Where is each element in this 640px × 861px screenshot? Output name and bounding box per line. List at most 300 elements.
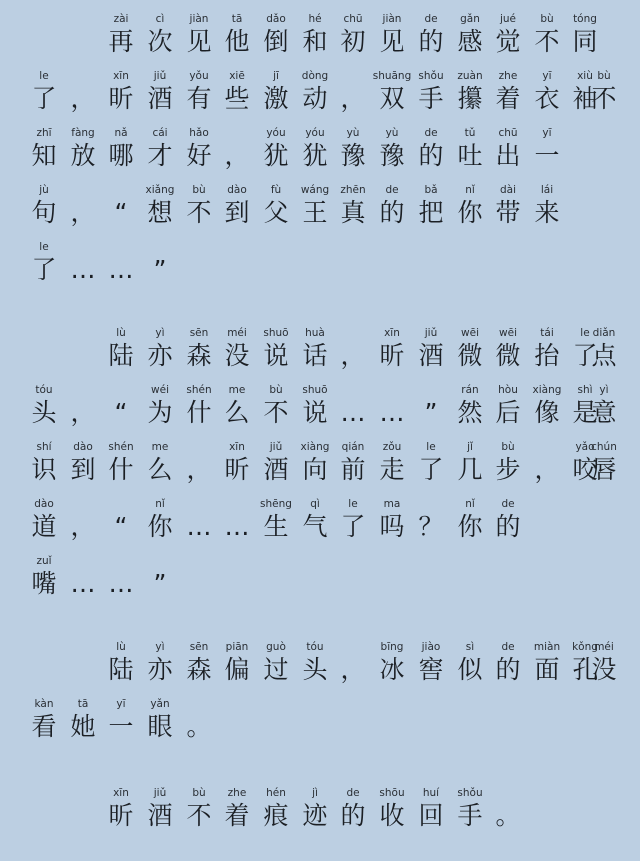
- char-cell: [563, 12, 607, 70]
- pinyin: shén: [108, 441, 134, 453]
- hanzi: 了: [31, 255, 57, 284]
- char-cell: [370, 497, 414, 555]
- hanzi: 不: [186, 801, 212, 830]
- pinyin: lù: [116, 327, 126, 339]
- hanzi: 陆: [108, 341, 134, 370]
- pinyin: yǎn: [150, 698, 170, 710]
- pinyin: shǒu: [418, 70, 444, 82]
- hanzi: 气: [302, 512, 328, 541]
- hanzi: 了: [572, 341, 598, 370]
- pinyin: méi: [227, 327, 247, 339]
- pinyin: shǒu: [457, 787, 483, 799]
- pinyin: xīn: [229, 441, 245, 453]
- pinyin: diǎn: [592, 327, 616, 339]
- pinyin: huí: [422, 787, 440, 799]
- hanzi: 后: [495, 398, 521, 427]
- hanzi: …: [70, 255, 96, 284]
- char-cell: [138, 554, 182, 612]
- hanzi: 吐: [457, 141, 483, 170]
- hanzi: 次: [147, 27, 173, 56]
- hanzi: 抬: [534, 341, 560, 370]
- pinyin: kàn: [34, 698, 54, 710]
- hanzi: 前: [340, 455, 366, 484]
- hanzi: 识: [31, 455, 57, 484]
- hanzi: 和: [302, 27, 328, 56]
- hanzi: 着: [224, 801, 250, 830]
- hanzi: 的: [418, 141, 444, 170]
- pinyin: rán: [461, 384, 479, 396]
- hanzi: 说: [302, 398, 328, 427]
- pinyin: jiǔ: [424, 327, 438, 339]
- pinyin: xīn: [113, 70, 129, 82]
- pinyin: me: [151, 441, 169, 453]
- pinyin: jiào: [421, 641, 441, 653]
- hanzi: 酒: [147, 84, 173, 113]
- hanzi: 有: [186, 84, 212, 113]
- char-cell: [582, 383, 626, 441]
- hanzi: 见: [186, 27, 212, 56]
- pinyin: yī: [116, 698, 126, 710]
- hanzi: ，: [340, 84, 366, 113]
- hanzi: 同: [572, 27, 598, 56]
- hanzi: 了: [31, 84, 57, 113]
- char-cell: [525, 126, 569, 184]
- pinyin: huà: [305, 327, 325, 339]
- hanzi: 孔: [572, 655, 598, 684]
- pinyin: shén: [186, 384, 212, 396]
- hanzi: ，: [70, 398, 96, 427]
- hanzi: ，: [340, 655, 366, 684]
- pinyin: tái: [540, 327, 554, 339]
- hanzi: 么: [224, 398, 250, 427]
- text-line: [0, 240, 640, 298]
- hanzi: 知: [31, 141, 57, 170]
- hanzi: 带: [495, 198, 521, 227]
- pinyin: chún: [591, 441, 617, 453]
- hanzi: 到: [70, 455, 96, 484]
- hanzi: 句: [31, 198, 57, 227]
- hanzi: 感: [457, 27, 483, 56]
- hanzi: 见: [379, 27, 405, 56]
- char-cell: [138, 497, 182, 555]
- pinyin: nǎ: [114, 127, 128, 139]
- char-cell: [22, 383, 66, 441]
- hanzi: …: [340, 398, 366, 427]
- hanzi: 犹: [263, 141, 289, 170]
- pinyin: wēi: [499, 327, 517, 339]
- pinyin: de: [346, 787, 360, 799]
- hanzi: …: [70, 569, 96, 598]
- pinyin: tā: [77, 698, 89, 710]
- hanzi: 冰: [379, 655, 405, 684]
- char-cell: [582, 640, 626, 698]
- hanzi: 来: [534, 198, 560, 227]
- pinyin: me: [228, 384, 246, 396]
- hanzi: 袖: [572, 84, 598, 113]
- pinyin: yóu: [266, 127, 286, 139]
- text-line: [0, 554, 640, 612]
- hanzi: 步: [495, 455, 521, 484]
- hanzi: 。: [186, 712, 212, 741]
- pinyin: chū: [343, 13, 363, 25]
- hanzi: 昕: [108, 84, 134, 113]
- pinyin: wéi: [151, 384, 169, 396]
- hanzi: ，: [340, 341, 366, 370]
- text-line: [0, 12, 640, 70]
- text-line: [0, 497, 640, 555]
- hanzi: ，: [186, 455, 212, 484]
- pinyin: xiǎng: [145, 184, 175, 196]
- hanzi: 意: [591, 398, 617, 427]
- pinyin: kǒng: [572, 641, 598, 653]
- pinyin: yù: [346, 127, 360, 139]
- pinyin: jiàn: [189, 13, 209, 25]
- pinyin: yù: [385, 127, 399, 139]
- pinyin: tóu: [306, 641, 324, 653]
- pinyin: jù: [39, 184, 49, 196]
- hanzi: 什: [186, 398, 212, 427]
- pinyin: shōu: [379, 787, 405, 799]
- pinyin: wēi: [461, 327, 479, 339]
- hanzi: 些: [224, 84, 250, 113]
- char-cell: [22, 497, 66, 555]
- hanzi: 偏: [224, 655, 250, 684]
- hanzi: 几: [457, 455, 483, 484]
- pinyin: zài: [113, 13, 129, 25]
- char-cell: [486, 440, 530, 498]
- pinyin: sēn: [189, 327, 209, 339]
- pinyin: tóu: [35, 384, 53, 396]
- pinyin: xiàng: [300, 441, 330, 453]
- text-line: [0, 69, 640, 127]
- pinyin: xiù: [577, 70, 593, 82]
- hanzi: 看: [31, 712, 57, 741]
- hanzi: 激: [263, 84, 289, 113]
- pinyin: yī: [542, 70, 552, 82]
- pinyin: xiē: [229, 70, 245, 82]
- pinyin: tǔ: [464, 127, 476, 139]
- pinyin: le: [580, 327, 590, 339]
- pinyin: le: [426, 441, 436, 453]
- text-line: [0, 440, 640, 498]
- pinyin: xīn: [384, 327, 400, 339]
- pinyin: hén: [266, 787, 286, 799]
- pinyin: de: [501, 498, 515, 510]
- pinyin: sì: [465, 641, 475, 653]
- pinyin: zuàn: [457, 70, 483, 82]
- hanzi: 眼: [147, 712, 173, 741]
- hanzi: 了: [340, 512, 366, 541]
- hanzi: 他: [224, 27, 250, 56]
- char-cell: [582, 69, 626, 127]
- hanzi: “: [114, 512, 128, 541]
- hanzi: 酒: [147, 801, 173, 830]
- pinyin: yì: [155, 327, 165, 339]
- pinyin: lái: [540, 184, 554, 196]
- hanzi: 父: [263, 198, 289, 227]
- hanzi: 犹: [302, 141, 328, 170]
- hanzi: 的: [379, 198, 405, 227]
- hanzi: 到: [224, 198, 250, 227]
- pinyin: jiǔ: [153, 70, 167, 82]
- pinyin: nǐ: [465, 498, 475, 510]
- char-cell: [138, 697, 182, 755]
- hanzi: 昕: [108, 801, 134, 830]
- pinyin: shuō: [263, 327, 289, 339]
- pinyin: dài: [499, 184, 517, 196]
- hanzi: 唇: [591, 455, 617, 484]
- hanzi: ”: [153, 255, 167, 284]
- pinyin: nǐ: [465, 184, 475, 196]
- hanzi: 一: [108, 712, 134, 741]
- pinyin: bīng: [380, 641, 404, 653]
- pinyin: miàn: [533, 641, 561, 653]
- char-cell: [486, 497, 530, 555]
- char-cell: [22, 554, 66, 612]
- pinyin: zhī: [36, 127, 52, 139]
- text-line: [0, 126, 640, 184]
- hanzi: 亦: [147, 341, 173, 370]
- hanzi: 为: [147, 398, 173, 427]
- hanzi: 微: [495, 341, 521, 370]
- hanzi: ，: [70, 512, 96, 541]
- hanzi: 双: [379, 84, 405, 113]
- hanzi: 是: [572, 398, 598, 427]
- hanzi: 出: [495, 141, 521, 170]
- hanzi: …: [186, 512, 212, 541]
- pinyin: hòu: [498, 384, 518, 396]
- char-cell: [99, 554, 143, 612]
- hanzi: 生: [263, 512, 289, 541]
- pinyin: cái: [152, 127, 168, 139]
- pinyin: jì: [312, 787, 318, 799]
- pinyin: lù: [116, 641, 126, 653]
- pinyin: bù: [540, 13, 554, 25]
- hanzi: 酒: [263, 455, 289, 484]
- hanzi: 觉: [495, 27, 521, 56]
- pinyin: qián: [341, 441, 365, 453]
- pinyin: yì: [155, 641, 165, 653]
- pinyin: yǒu: [189, 70, 209, 82]
- pinyin: wáng: [300, 184, 330, 196]
- hanzi: ，: [224, 141, 250, 170]
- pinyin: shí: [36, 441, 52, 453]
- pinyin: tóng: [573, 13, 597, 25]
- char-cell: [22, 240, 66, 298]
- hanzi: 的: [495, 512, 521, 541]
- pinyin: dòng: [301, 70, 329, 82]
- char-cell: [582, 440, 626, 498]
- hanzi: 你: [147, 512, 173, 541]
- text-line: [0, 383, 640, 441]
- hanzi: 面: [534, 655, 560, 684]
- hanzi: 才: [147, 141, 173, 170]
- hanzi: ，: [534, 455, 560, 484]
- hanzi: 亦: [147, 655, 173, 684]
- pinyin: fàng: [71, 127, 95, 139]
- pinyin: dǎo: [266, 13, 286, 25]
- hanzi: 似: [457, 655, 483, 684]
- pinyin: méi: [594, 641, 614, 653]
- pinyin: jī: [273, 70, 279, 82]
- hanzi: 迹: [302, 801, 328, 830]
- char-cell: [582, 326, 626, 384]
- pinyin: bù: [269, 384, 283, 396]
- char-cell: [331, 383, 375, 441]
- hanzi: 昕: [224, 455, 250, 484]
- pinyin: dào: [73, 441, 93, 453]
- pinyin: nǐ: [155, 498, 165, 510]
- pinyin: gǎn: [460, 13, 480, 25]
- hanzi: 你: [457, 512, 483, 541]
- hanzi: 手: [418, 84, 444, 113]
- pinyin: ma: [383, 498, 401, 510]
- hanzi: …: [108, 569, 134, 598]
- hanzi: 豫: [340, 141, 366, 170]
- hanzi: 回: [418, 801, 444, 830]
- hanzi: 头: [302, 655, 328, 684]
- hanzi: 话: [302, 341, 328, 370]
- hanzi: “: [114, 198, 128, 227]
- hanzi: 倒: [263, 27, 289, 56]
- pinyin: yì: [599, 384, 609, 396]
- pinyin: shuō: [302, 384, 328, 396]
- pinyin: jué: [499, 13, 517, 25]
- pinyin: jiǔ: [153, 787, 167, 799]
- pinyin: jiǔ: [269, 441, 283, 453]
- hanzi: 攥: [457, 84, 483, 113]
- hanzi: 头: [31, 398, 57, 427]
- hanzi: ”: [153, 569, 167, 598]
- text-line: [0, 183, 640, 241]
- hanzi: 像: [534, 398, 560, 427]
- hanzi: 她: [70, 712, 96, 741]
- hanzi: 你: [457, 198, 483, 227]
- pinyin: chū: [498, 127, 518, 139]
- hanzi: 过: [263, 655, 289, 684]
- hanzi: 收: [379, 801, 405, 830]
- hanzi: 手: [457, 801, 483, 830]
- pinyin: zuǐ: [36, 555, 52, 567]
- hanzi: 然: [457, 398, 483, 427]
- pinyin: hǎo: [189, 127, 209, 139]
- hanzi: ”: [424, 398, 438, 427]
- hanzi: 着: [495, 84, 521, 113]
- hanzi: 。: [495, 801, 521, 830]
- hanzi: 走: [379, 455, 405, 484]
- char-cell: [22, 69, 66, 127]
- hanzi: 点: [591, 341, 617, 370]
- pinyin: yóu: [305, 127, 325, 139]
- pinyin: jǐ: [467, 441, 473, 453]
- hanzi: 痕: [263, 801, 289, 830]
- pinyin: le: [39, 241, 49, 253]
- pinyin: bù: [501, 441, 515, 453]
- hanzi: 不: [534, 27, 560, 56]
- hanzi: 初: [340, 27, 366, 56]
- pinyin: shì: [577, 384, 593, 396]
- char-cell: [99, 240, 143, 298]
- pinyin: le: [348, 498, 358, 510]
- pinyin: zhēn: [340, 184, 366, 196]
- pinyin: de: [385, 184, 399, 196]
- hanzi: 咬: [572, 455, 598, 484]
- pinyin: hé: [308, 13, 322, 25]
- pinyin: dào: [34, 498, 54, 510]
- pinyin: zǒu: [382, 441, 402, 453]
- pinyin: zhe: [227, 787, 247, 799]
- hanzi: 不: [186, 198, 212, 227]
- char-cell: [138, 240, 182, 298]
- text-line: [0, 697, 640, 755]
- hanzi: …: [108, 255, 134, 284]
- hanzi: 一: [534, 141, 560, 170]
- pinyin: de: [501, 641, 515, 653]
- pinyin: guò: [266, 641, 286, 653]
- hanzi: ，: [70, 84, 96, 113]
- char-cell: [22, 183, 66, 241]
- pinyin: piān: [225, 641, 249, 653]
- hanzi: 不: [263, 398, 289, 427]
- pinyin: bù: [192, 787, 206, 799]
- hanzi: 的: [495, 655, 521, 684]
- pinyin: fù: [270, 184, 282, 196]
- hanzi: 么: [147, 455, 173, 484]
- hanzi: 森: [186, 341, 212, 370]
- pinyin: bù: [192, 184, 206, 196]
- hanzi: 酒: [418, 341, 444, 370]
- pinyin: tā: [231, 13, 243, 25]
- hanzi: 吗: [379, 512, 405, 541]
- hanzi: 的: [340, 801, 366, 830]
- hanzi: 森: [186, 655, 212, 684]
- hanzi: 真: [340, 198, 366, 227]
- hanzi: 向: [302, 455, 328, 484]
- hanzi: 没: [224, 341, 250, 370]
- hanzi: 不: [591, 84, 617, 113]
- hanzi: 微: [457, 341, 483, 370]
- pinyin: xīn: [113, 787, 129, 799]
- pinyin: shēng: [260, 498, 292, 510]
- hanzi: …: [379, 398, 405, 427]
- pinyin: de: [424, 13, 438, 25]
- pinyin: shuāng: [372, 70, 412, 82]
- hanzi: 豫: [379, 141, 405, 170]
- text-line: [0, 640, 640, 698]
- pinyin: jiàn: [382, 13, 402, 25]
- pinyin: cì: [155, 13, 165, 25]
- hanzi: 放: [70, 141, 96, 170]
- hanzi: 再: [108, 27, 134, 56]
- pinyin: dào: [227, 184, 247, 196]
- pinyin: de: [424, 127, 438, 139]
- hanzi: “: [114, 398, 128, 427]
- text-line: [0, 786, 640, 844]
- char-cell: [138, 440, 182, 498]
- hanzi: 的: [418, 27, 444, 56]
- pinyin: zhe: [498, 70, 518, 82]
- hanzi: …: [224, 512, 250, 541]
- char-cell: [177, 697, 221, 755]
- pinyin: xiàng: [532, 384, 562, 396]
- hanzi: ？: [418, 512, 444, 541]
- hanzi: 想: [147, 198, 173, 227]
- hanzi: 陆: [108, 655, 134, 684]
- hanzi: 王: [302, 198, 328, 227]
- char-cell: [370, 383, 414, 441]
- hanzi: 好: [186, 141, 212, 170]
- hanzi: 衣: [534, 84, 560, 113]
